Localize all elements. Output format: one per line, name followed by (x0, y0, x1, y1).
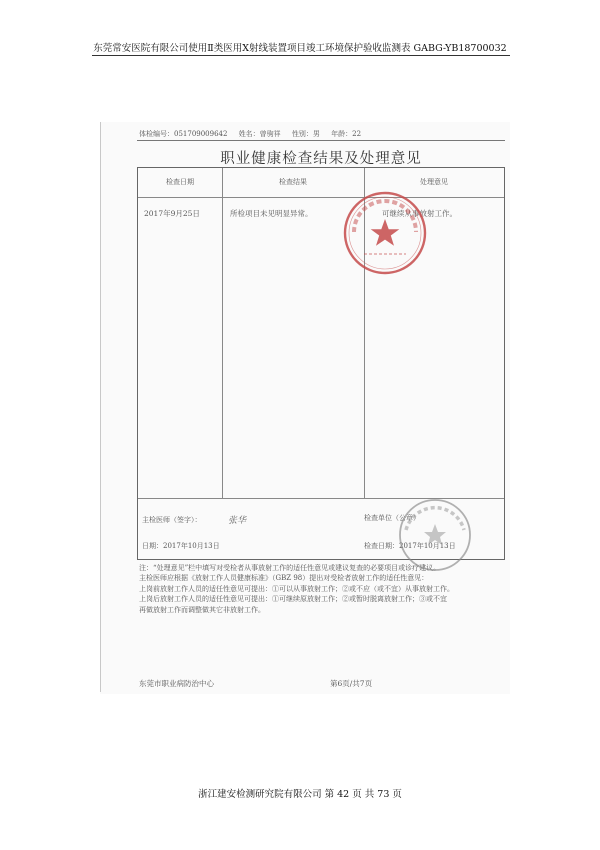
header-opinion: 处理意见 (420, 178, 448, 186)
exam-opinion: 可继续从事放射工作。 (382, 209, 457, 218)
page-header: 东莞常安医院有限公司使用Ⅱ类医用X射线装置项目竣工环境保护验收监测表 GABG-YB18700032 (93, 43, 507, 54)
header-rule (138, 197, 504, 198)
patient-rule (137, 140, 505, 141)
doctor-label: 主检医师（签字）： (142, 516, 202, 524)
note-line: 上岗后放射工作人员的适任性意见可提出：①可继续原放射工作；②或暂时脱离放射工作；③或不宜 (139, 595, 447, 604)
column-divider (222, 168, 223, 498)
patient-gender: 性别：男 (291, 130, 320, 138)
doctor-signature: 张华 (228, 516, 247, 526)
note-line: 再做放射工作而调整做其它非放射工作。 (139, 605, 265, 614)
header-result: 检查结果 (279, 178, 307, 186)
institution-name: 东莞市职业病防治中心 (139, 679, 214, 688)
note-line: 上岗前放射工作人员的适任性意见可提出：①可以从事放射工作；②或不应（或不宜）从事放射工作。 (139, 584, 454, 593)
scan-page-number: 第6页/共7页 (330, 679, 373, 688)
unit-date: 检查日期：2017年10月13日 (364, 542, 456, 550)
document-title: 职业健康检查结果及处理意见 (220, 151, 422, 167)
exam-date: 2017年9月25日 (144, 209, 200, 218)
patient-name: 姓名：曾驹祥 (238, 130, 281, 138)
note-line: 注：“处理意见”栏中填写对受检者从事放射工作的适任性意见或建议复查的必要项目或诊疗建议。 (139, 564, 441, 572)
official-seal-stamp (340, 188, 430, 278)
exam-result: 所检项目未见明显异常。 (230, 209, 313, 218)
note-line: 主检医师应根据《放射工作人员健康标准》（GBZ 98）提出对受检者放射工作的适任性意见： (139, 574, 429, 583)
exam-number: 体检编号：051709009642 (139, 130, 228, 138)
bottom-seal-stamp (392, 492, 478, 572)
page-footer: 浙江建安检测研究院有限公司 第 42 页 共 73 页 (198, 789, 402, 800)
doctor-date: 日期：2017年10月13日 (142, 542, 220, 550)
header-date: 检查日期 (166, 178, 194, 186)
unit-label: 检查单位（公章） (364, 514, 420, 522)
patient-age: 年龄：22 (331, 130, 362, 138)
header-rule (92, 55, 510, 56)
patient-info (139, 129, 505, 139)
scan-edge (100, 122, 101, 692)
